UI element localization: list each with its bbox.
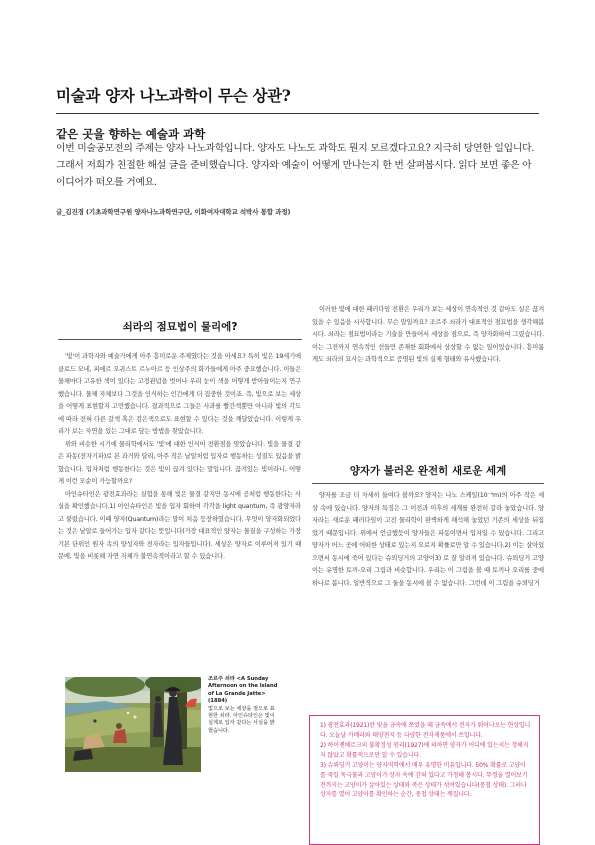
subheading: 같은 곳을 향하는 예술과 과학 — [56, 127, 206, 141]
section1-paragraph: 위와 비슷한 시기에 물리학에서도 '빛'에 대한 인식이 전환점을 맞았습니다. 빛을 물결 같은 파동(전자기파)로 본 과거와 달리, 아주 작은 낱알처럼 입자로 행동하는 성질도 있음을 밝혔습니다. 입자처럼 행동한다는 것은 빛이 끊겨 있다는 말입니다. 끊겨있는 빛이라니, 어떻게 이런 모순이 가능할까요? — [58, 440, 301, 485]
footnote-item: 3) 슈뢰딩거 고양이는 양자역학에서 매우 유명한 비유입니다. 50% 확률로 고양이를 죽일 독극물과 고양이가 상자 속에 갇혀 있다고 가정해 봅시다. 뚜껑을 열어보기 전까지는 고양이가 살아있는 상태와 죽은 상태가 섞여있습니다(중첩 상태). 그러나 상자를 열어 고양이를 확인하는 순간, 중첩 상태는 깨집니다. — [320, 762, 528, 799]
section1-paragraph: 아인슈타인은 광전효과라는 실험을 통해 빛은 물결 같지만 동시에 공처럼 행동한다는 사실을 확인했습니다.1) 아인슈타인은 빛을 입자 회하여 각각을 light quantum, 즉 광양자라고 불렀습니다. 이때 양자(Quantum)라는 말이 처음 등장하였습니다. 무엇이 양자화되었다는 것은 낱알로 들어가는 입자 같다는 뜻입니다(가장 대표적인 양자는 물질을 구성하는 가장 기본 단위인 원자 속의 양성자와 전자라는 입자들입니다). 세상은 양자로 이루어져 있기 때문에, 빛을 비롯해 자연 자체가 불연속적이라고 할 수 있습니다. — [58, 490, 301, 560]
title-divider — [56, 113, 539, 114]
section2-paragraph: 양자를 조금 더 자세히 들여다 볼까요? 양자는 나노 스케일(10⁻⁹m)의 아주 작은 세상 속에 있습니다. 양자의 특징은 그 이전과 이후의 세계를 완전히 갈라 놓았습니다. 양자라는 새로운 패러다임이 고전 물리학이 완벽하게 해석해 놓았던 기존의 세상을 뒤집었기 때문입니다. 위에서 언급했듯이 양자들은 파동이면서 입자일 수 있습니다. 그리고 양자가 어느 곳에 어떠한 상태로 있는지 오로지 확률로만 알 수 있습니다.2) 이는 살아있으면서 동시에 죽어 있다는 슈뢰딩거의 고양이3) 로 잘 알려져 있습니다. 슈뢰딩거 고양이는 유명한 토끼-오리 그림과 비슷합니다. 우리는 이 그림을 볼 때 토끼나 오리를 중에 하나로 봅니다. 일반적으로 그 둘을 동시에 볼 수 없습니다. 그런데 이 그림을 슈뢰딩거 — [312, 492, 544, 587]
page-title: 미술과 양자 나노과학이 무슨 상관? — [56, 86, 291, 105]
section1-body — [58, 351, 301, 564]
section1-paragraph: '빛'이 과학자와 예술가에게 아주 흥미로운 주제였다는 것을 아세요? 특히 빛은 19세기에 클로드 모네, 피에르 오귀스트 르누아르 등 인상주의 화가들에게 아주 중요했습니다. 이들은 물체마다 고유한 색이 있다는 고정관념을 벗어나 우리 눈이 색을 어떻게 받아들이는지 연구했습니다. 물체 자체보다 그것을 인식하는 인간에게 더 집중한 것이죠. 즉, 빛으로 보는 세상을 어떻게 표현할지 고민했습니다. 결과적으로 그들은 사과를 빨간색뿐만 아니라 빛의 각도에 따라 전혀 다른 갈색 혹은 검은색으로도 표현할 수 있다는 것을 깨달았습니다. 이렇게 우리가 보는 자연을 있는 그대로 담는 방법을 찾았습니다. — [58, 353, 301, 435]
painting-illustration — [65, 677, 201, 772]
figure-caption-text: 빛으로 보는 세상을 점으로 표현한 쇠라. 아인슈타인은 빛이 실제로 입자 같다는 사실을 밝혔습니다. — [208, 705, 275, 734]
section2-title: 양자가 불러온 완전히 새로운 세계 — [349, 465, 507, 477]
seurat-painting-image — [65, 677, 201, 772]
section1-title: 쇠라의 점묘법이 물리에? — [122, 321, 238, 333]
section1-divider — [58, 339, 302, 340]
figure-caption — [208, 676, 278, 735]
byline: 글_김진경 (기초과학연구원 양자나노과학연구단, 이화여자대학교 석박사 통합 과정) — [56, 208, 291, 216]
column2-paragraph: 이러한 빛에 대한 패러다임 전환은 우리가 보는 세상이 연속적인 것 같아도 실은 끊겨 있을 수 있음을 시사합니다. 무슨 말일까요? 조르주 쇠라가 대표적인 점묘법을 생각해봅시다. 쇠라는 점묘법이라는 기술을 만들어서 세상을 점으로, 즉 양자화하여 그렸습니다. 이는 그전까지 연속적인 선들만 존재한 회화에서 상상할 수 없는 일이었습니다. 흥미롭게도 쇠라의 묘사는 과학적으로 증명된 빛의 실제 형태와 유사했습니다. — [312, 306, 544, 363]
column2-intro — [312, 304, 544, 367]
footnote-item: 2) 하이젠베르크의 불확정성 원리(1927)에 의하면 양자가 어디에 있는지는 정해지지 않았고 확률적으로만 알 수 있습니다. — [320, 742, 529, 759]
section2-body — [312, 490, 544, 590]
footnote-item: 1) 광전효과(1921)란 빛을 금속에 쪼였을 때 금속에서 전자가 튀어나오는 현상입니다. 오늘날 카메라와 태양전지 등 다양한 전자제품에서 쓰입니다. — [320, 722, 531, 739]
figure-caption-title: 조르주 쇠라 <A Sunday Afternoon on the Island of La Grande Jatte> (1884) — [208, 676, 278, 705]
footnotes-box — [309, 715, 540, 845]
section2-divider — [312, 483, 544, 484]
intro-paragraph: 이번 미술공모전의 주제는 양자 나노과학입니다. 양자도 나노도 과학도 뭔지 모르겠다고요? 지극히 당연한 일입니다. 그래서 저희가 친절한 해설 글을 준비했습니다. 양자와 예술이 어떻게 만나는지 한 번 살펴봅시다. 읽다 보면 좋은 아이디어가 떠오를 거예요. — [56, 143, 535, 188]
